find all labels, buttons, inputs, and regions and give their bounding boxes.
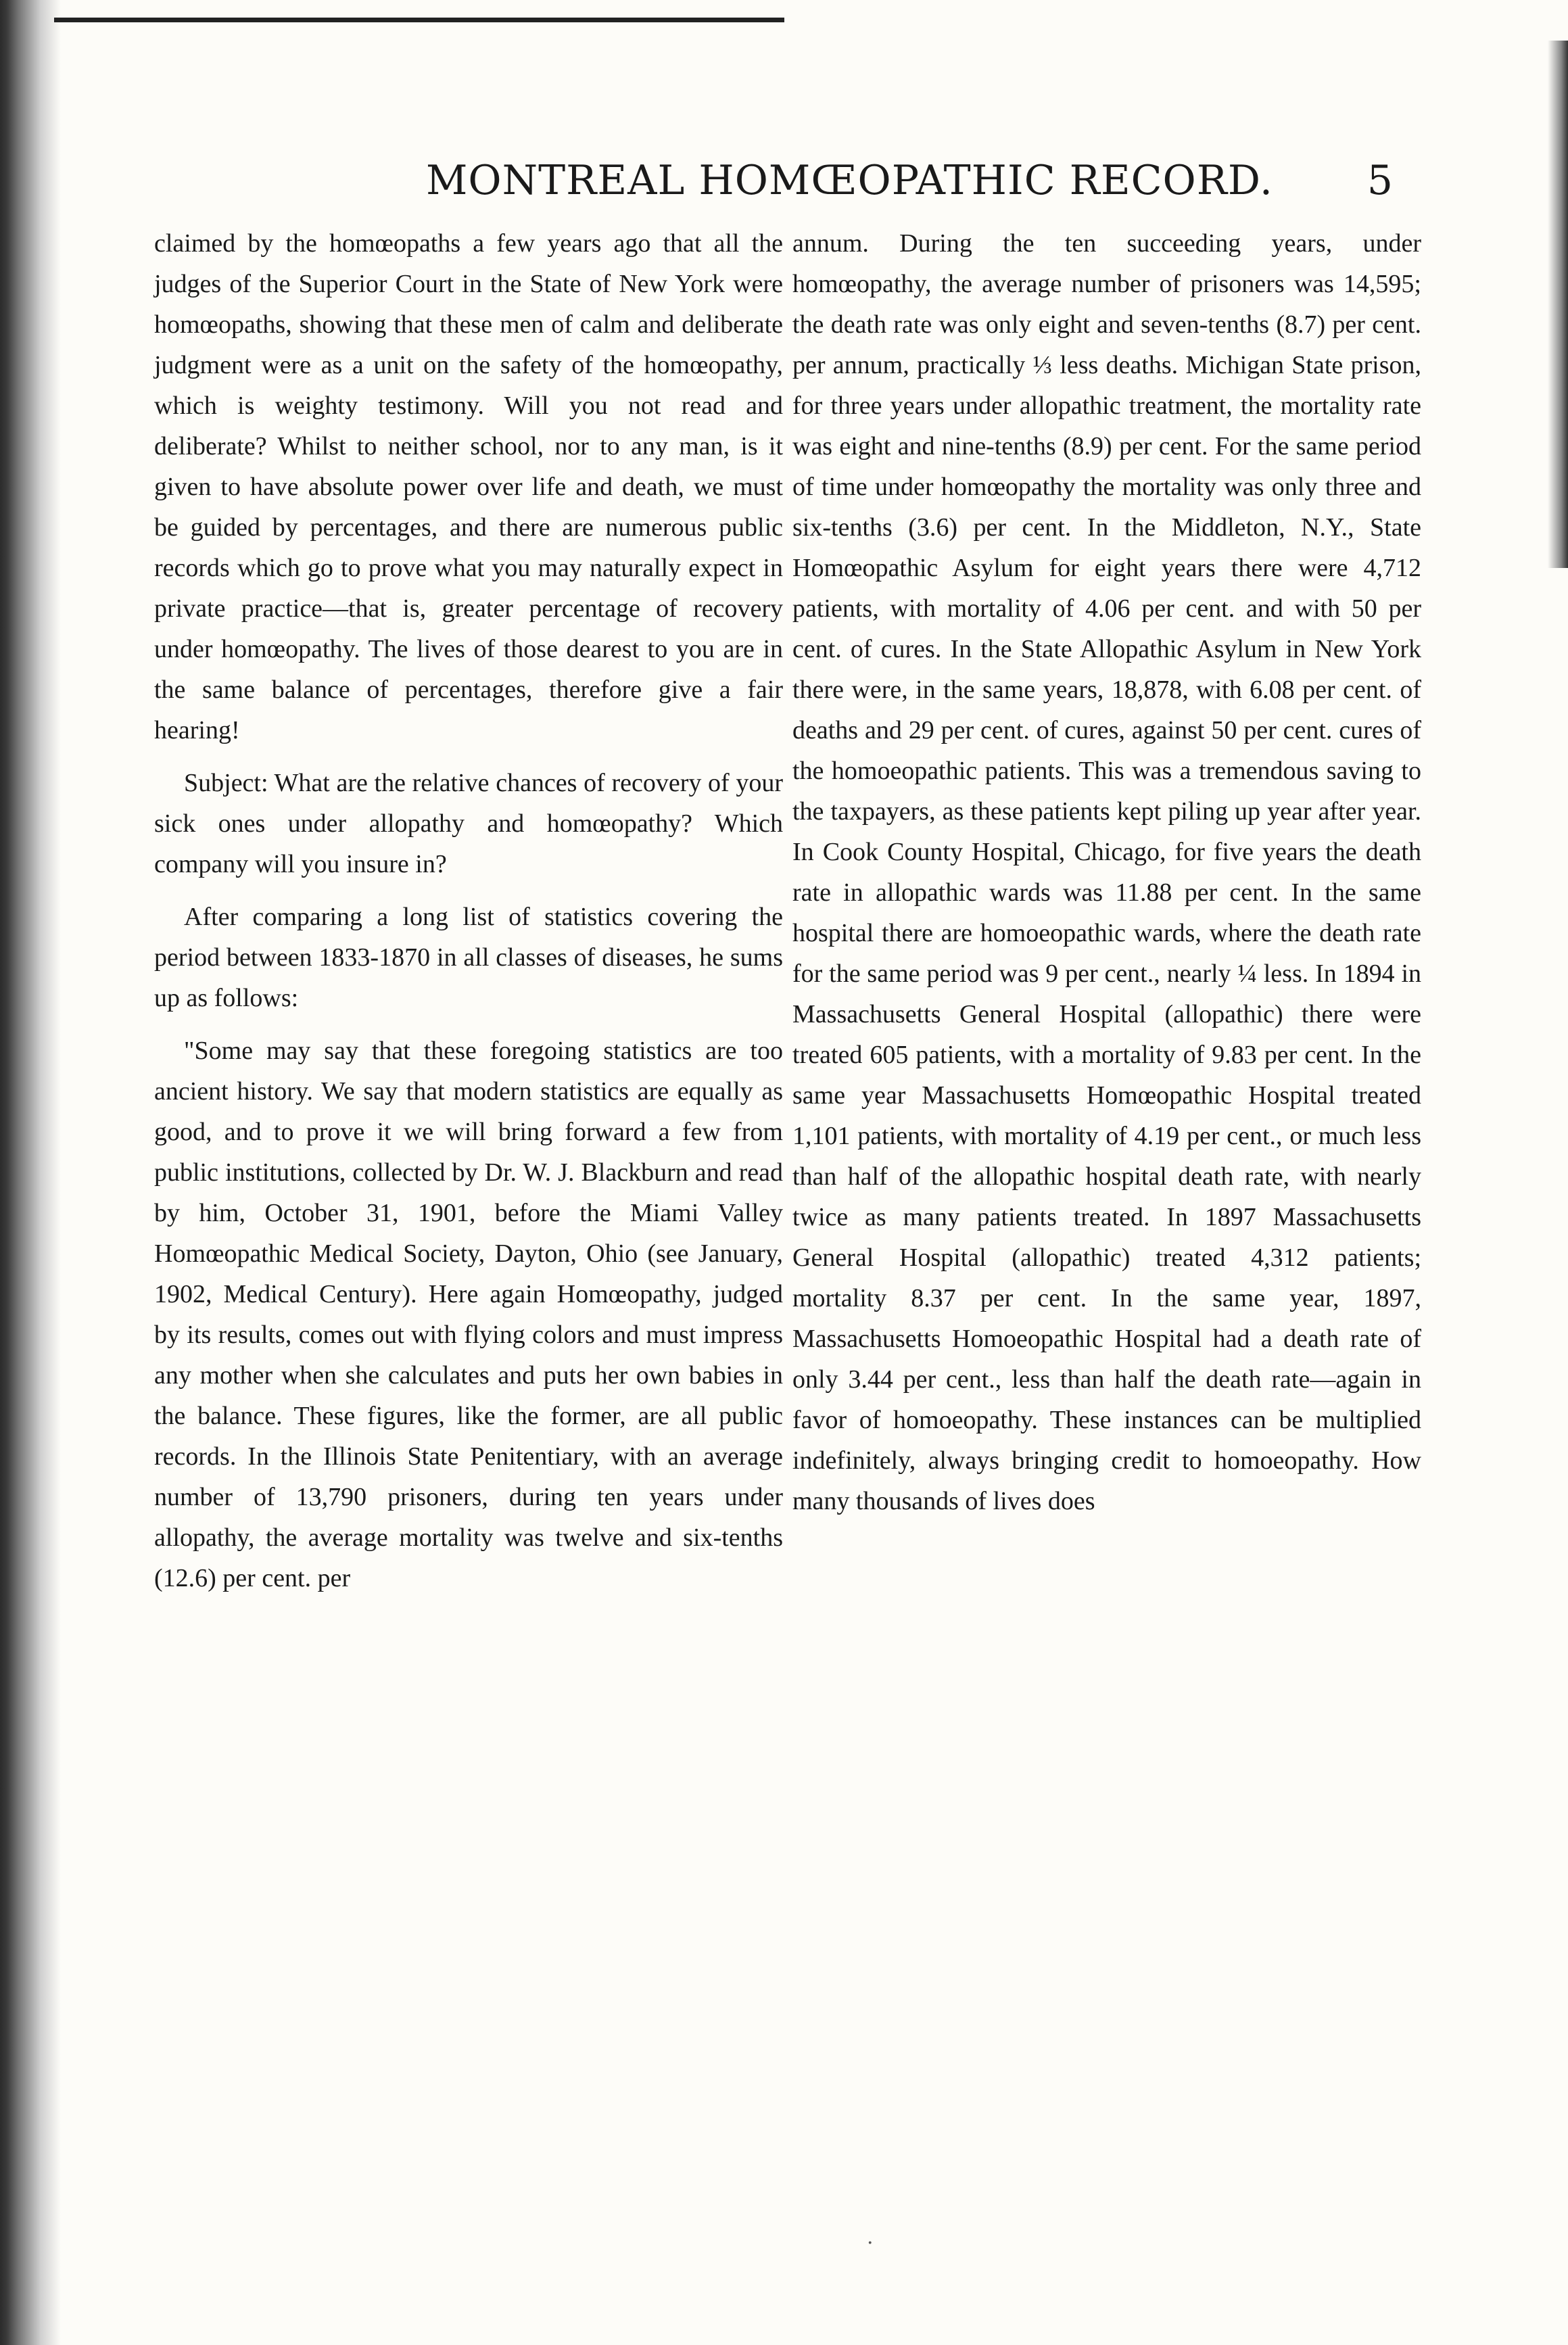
scan-top-rule (54, 18, 784, 22)
paragraph: claimed by the homœopaths a few years ago that all the judges of the Superior Court in the State of New York were homœopaths, showing that these men of calm and deliberate judgment were as a unit on the safety of the homœopathy, which is weighty testimony. Will you not read and deliberate? Whilst to neither school, nor to any man, is it given to have absolute power over life and death, we must be guided by percentages, and there are numerous public records which go to prove what you may naturally expect in private practice—that is, greater percentage of recovery under homœopathy. The lives of those dearest to you are in the same balance of percentages, therefore give a fair hearing! (154, 229, 783, 744)
running-head: MONTREAL HOMŒOPATHIC RECORD. (426, 157, 1273, 204)
page-header (149, 157, 1393, 211)
scan-right-edge-shadow (1548, 41, 1568, 568)
left-column (154, 223, 783, 1598)
paragraph: "Some may say that these foregoing statistics are too ancient history. We say that modern statistics are equally as good, and to prove it we will bring forward a few from public institutions, collected by Dr. W. J. Blackburn and read by him, October 31, 1901, before the Miami Valley Homœopathic Medical Society, Dayton, Ohio (see January, 1902, Medical Century). Here again Homœopathy, judged by its results, comes out with flying colors and must impress any mother when she calculates and puts her own babies in the balance. These figures, like the former, are all public records. In the Illinois State Penitentiary, with an average number of 13,790 prisoners, during ten years under allopathy, the average mortality was twelve and six-tenths (12.6) per cent. per (154, 1037, 783, 1592)
right-column (792, 223, 1421, 1521)
scan-left-edge-shadow (0, 0, 61, 2345)
print-speck: · (867, 2231, 874, 2255)
paragraph: annum. During the ten succeeding years, under homœopathy, the average number of prisoners was 14,595; the death rate was only eight and seven-tenths (8.7) per cent. per annum, practically ⅓ less deaths. Michigan State prison, for three years under allopathic treatment, the mortality rate was eight and nine-tenths (8.9) per cent. For the same period of time under homœopathy the mortality was only three and six-tenths (3.6) per cent. In the Middleton, N.Y., State Homœopathic Asylum for eight years there were 4,712 patients, with mortality of 4.06 per cent. and with 50 per cent. of cures. In the State Allopathic Asylum in New York there were, in the same years, 18,878, with 6.08 per cent. of deaths and 29 per cent. of cures, against 50 per cent. cures of the homoeopathic patients. This was a tremendous saving to the taxpayers, as these patients kept piling up year after year. In Cook County Hospital, Chicago, for five years the death rate in allopathic wards was 11.88 per cent. In the same hospital there are homoeopathic wards, where the death rate for the same period was 9 per cent., nearly ¼ less. In 1894 in Massachusetts General Hospital (allopathic) there were treated 605 patients, with a mortality of 9.83 per cent. In the same year Massachusetts Homœopathic Hospital treated 1,101 patients, with mortality of 4.19 per cent., or much less than half of the allopathic hospital death rate, with nearly twice as many patients treated. In 1897 Massachusetts General Hospital (allopathic) treated 4,312 patients; mortality 8.37 per cent. In the same year, 1897, Massachusetts Homoeopathic Hospital had a death rate of only 3.44 per cent., less than half the death rate—again in favor of homoeopathy. These instances can be multiplied indefinitely, always bringing credit to homoeopathy. How many thousands of lives does (792, 229, 1421, 1515)
page-number: 5 (1367, 157, 1393, 204)
paragraph: After comparing a long list of statistics covering the period between 1833-1870 in all classes of diseases, he sums up as follows: (154, 903, 783, 1012)
paragraph: Subject: What are the relative chances of recovery of your sick ones under allopathy and homœopathy? Which company will you insure in? (154, 769, 783, 878)
